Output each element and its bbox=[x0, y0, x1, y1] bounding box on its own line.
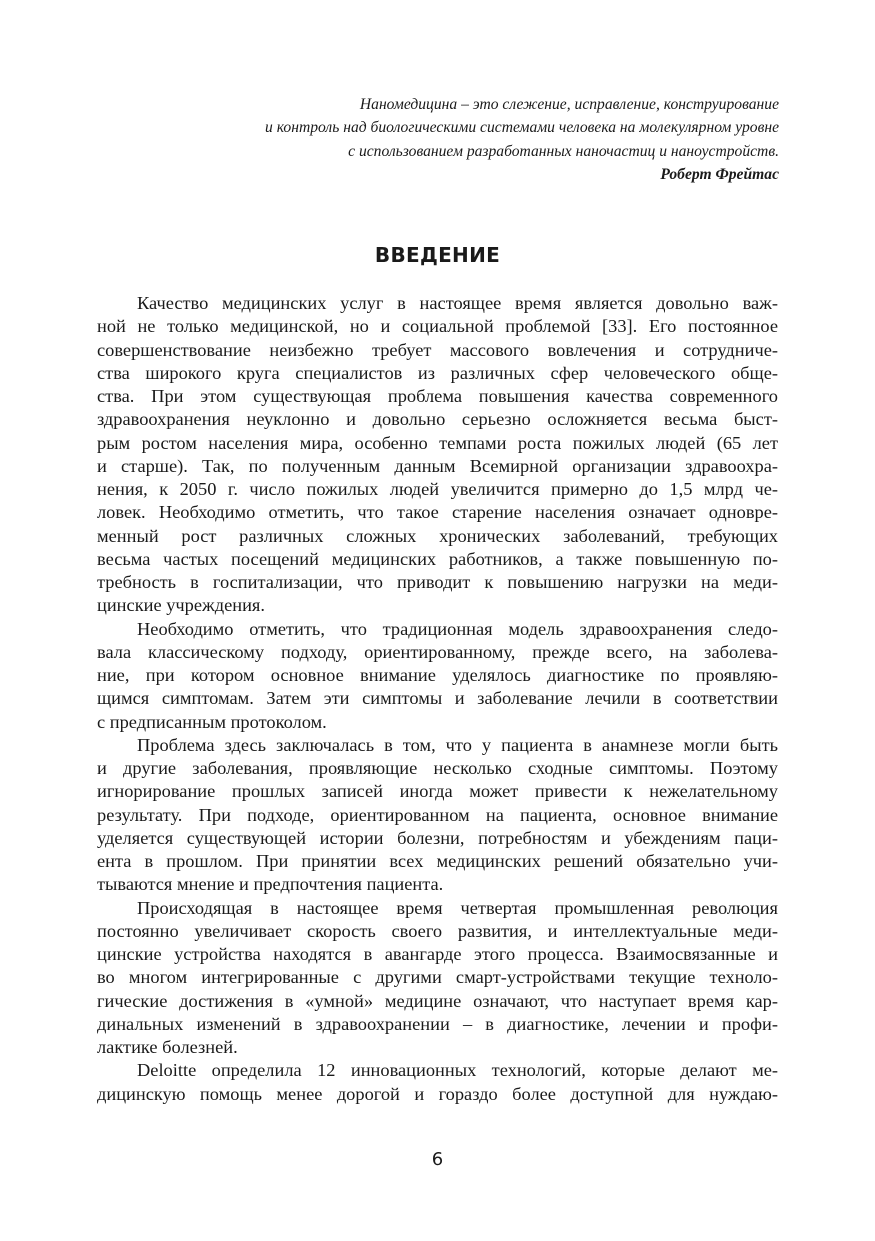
text-line: дицинскую помощь менее дорогой и гораздо более доступной для нуждаю- bbox=[97, 1083, 778, 1104]
text-line: Необходимо отметить, что традиционная модель здравоохранения следо- bbox=[137, 618, 778, 639]
paragraph bbox=[97, 618, 778, 734]
text-line: менный рост различных сложных хронических заболеваний, требующих bbox=[97, 525, 778, 546]
text-line: лактике болезней. bbox=[97, 1037, 238, 1057]
text-line: результату. При подходе, ориентированном на пациента, основное внимание bbox=[97, 804, 778, 825]
paragraph bbox=[97, 734, 778, 897]
text-line: ства широкого круга специалистов из различных сфер человеческого обще- bbox=[97, 362, 778, 383]
text-line: игнорирование прошлых записей иногда может привести к нежелательному bbox=[97, 781, 778, 802]
text-line: и другие заболевания, проявляющие несколько сходные симптомы. Поэтому bbox=[97, 758, 778, 778]
text-line: динальных изменений в здравоохранении – в диагностике, лечении и профи- bbox=[97, 1013, 778, 1034]
epigraph-line: и контроль над биологическими системами человека на молекулярном уровне bbox=[265, 119, 779, 137]
text-line: Проблема здесь заключалась в том, что у пациента в анамнезе могли быть bbox=[137, 734, 778, 755]
text-line: весьма частых посещений медицинских работников, а также повышенную по- bbox=[97, 548, 778, 569]
text-line: гические достижения в «умной» медицине означают, что наступает время кар- bbox=[97, 990, 778, 1011]
text-line: требность в госпитализации, что приводит к повышению нагрузки на меди- bbox=[97, 572, 778, 592]
text-line: Deloitte определила 12 инновационных технологий, которые делают ме- bbox=[137, 1060, 778, 1081]
epigraph-line: Наномедицина – это слежение, исправление, конструирование bbox=[359, 96, 779, 113]
paragraph bbox=[97, 292, 778, 618]
text-line: уделяется существующей истории болезни, потребностям и убеждениям паци- bbox=[97, 827, 778, 848]
text-line: во многом интегрированные с другими смарт-устройствами текущие техноло- bbox=[97, 967, 778, 988]
text-line: цинские учреждения. bbox=[97, 595, 265, 616]
text-line: совершенствование неизбежно требует массового вовлечения и сотрудниче- bbox=[97, 339, 778, 360]
text-line: ние, при котором основное внимание уделялось диагностике по проявляю- bbox=[97, 665, 778, 685]
text-line: Происходящая в настоящее время четвертая промышленная революция bbox=[137, 897, 778, 918]
paragraph bbox=[97, 897, 778, 1060]
text-line: с предписанным протоколом. bbox=[97, 711, 327, 732]
text-line: щимся симптомам. Затем эти симптомы и заболевание лечили в соответствии bbox=[97, 688, 778, 709]
epigraph bbox=[139, 93, 779, 187]
page-number: 6 bbox=[431, 1149, 444, 1170]
text-line: здравоохранения неуклонно и довольно серьезно осложняется весьма быст- bbox=[97, 409, 778, 430]
text-line: ловек. Необходимо отметить, что такое старение населения означает одновре- bbox=[97, 502, 778, 523]
text-line: нения, к 2050 г. число пожилых людей увеличится примерно до 1,5 млрд че- bbox=[97, 479, 778, 499]
text-line: Качество медицинских услуг в настоящее время является довольно важ- bbox=[137, 293, 778, 313]
text-line: ства. При этом существующая проблема повышения качества современного bbox=[97, 386, 778, 406]
text-line: цинские устройства находятся в авангарде этого процесса. Взаимосвязанные и bbox=[97, 944, 778, 964]
section-title: ВВЕДЕНИЕ bbox=[374, 243, 501, 267]
text-line: и старше). Так, по полученным данным Всемирной организации здравоохра- bbox=[97, 455, 778, 476]
text-line: тываются мнение и предпочтения пациента. bbox=[97, 874, 444, 895]
text-line: ной не только медицинской, но и социальной проблемой [33]. Его постоянное bbox=[97, 316, 778, 337]
epigraph-author: Роберт Фрейтас bbox=[660, 166, 779, 184]
text-line: вала классическому подходу, ориентированному, прежде всего, на заболева- bbox=[97, 641, 778, 662]
text-line: постоянно увеличивает скорость своего развития, и интеллектуальные меди- bbox=[97, 920, 778, 941]
paragraph bbox=[97, 1059, 778, 1106]
text-line: ента в прошлом. При принятии всех медицинских решений обязательно учи- bbox=[97, 851, 778, 871]
text-line: рым ростом населения мира, особенно темпами роста пожилых людей (65 лет bbox=[97, 432, 778, 453]
epigraph-line: с использованием разработанных наночастиц и наноустройств. bbox=[348, 142, 779, 160]
body-text bbox=[97, 292, 778, 1106]
